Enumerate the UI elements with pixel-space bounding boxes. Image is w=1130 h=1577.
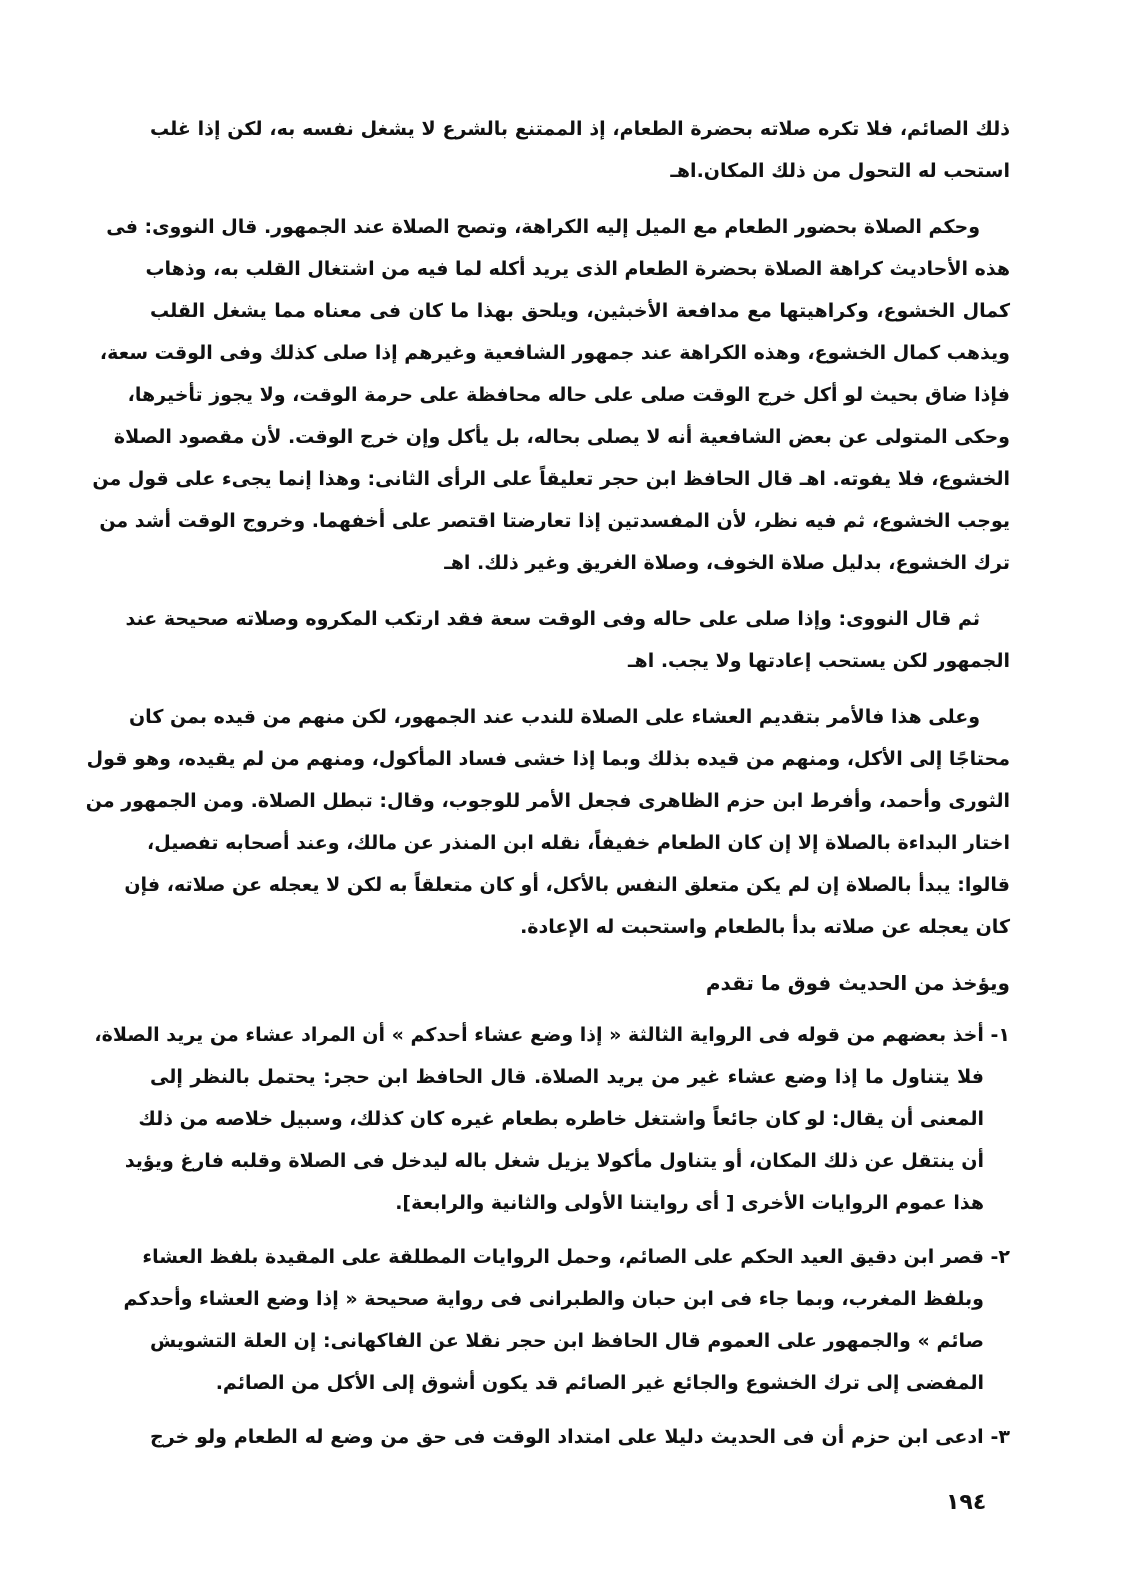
list-item <box>123 1236 1010 1404</box>
text-line: المعنى أن يقال: لو كان جائعاً واشتغل خاطره بطعام غيره كان كذلك، وسبيل خلاصه من ذلك <box>138 1108 984 1130</box>
list-item <box>94 1014 1010 1224</box>
section-heading: ويؤخذ من الحديث فوق ما تقدم <box>705 971 1010 995</box>
text-line: هذا عموم الروايات الأخرى [ أى روايتنا الأولى والثانية والرابعة]. <box>395 1192 984 1214</box>
list-item <box>150 1416 1010 1458</box>
text-line: ترك الخشوع، بدليل صلاة الخوف، وصلاة الغريق وغير ذلك. اهـ <box>444 552 1010 574</box>
text-line: محتاجًا إلى الأكل، ومنهم من قيده بذلك وبما إذا خشى فساد المأكول، ومنهم من لم يقيده، وهو قول <box>86 748 1010 770</box>
text-line: ٢- قصر ابن دقيق العيد الحكم على الصائم، وحمل الروايات المطلقة على المقيدة بلفظ العشاء <box>142 1246 1010 1268</box>
text-line: وحكى المتولى عن بعض الشافعية أنه لا يصلى بحاله، بل يأكل وإن خرج الوقت. لأن مقصود الصلاة <box>113 426 1010 448</box>
paragraph <box>85 696 1010 948</box>
text-line: الثورى وأحمد، وأفرط ابن حزم الظاهرى فجعل الأمر للوجوب، وقال: تبطل الصلاة. ومن الجمهور من <box>85 790 1010 812</box>
text-line: صائم » والجمهور على العموم قال الحافظ ابن حجر نقلا عن الفاكهانى: إن العلة التشويش <box>150 1330 984 1352</box>
paragraph <box>92 206 1010 584</box>
text-line: فلا يتناول ما إذا وضع عشاء غير من يريد الصلاة. قال الحافظ ابن حجر: يحتمل بالنظر إلى <box>150 1066 984 1088</box>
text-line: الجمهور لكن يستحب إعادتها ولا يجب. اهـ <box>628 650 1010 672</box>
text-line: فإذا ضاق بحيث لو أكل خرج الوقت صلى على حاله محافظة على حرمة الوقت، ولا يجوز تأخيرها، <box>127 384 1010 406</box>
text-line: ذلك الصائم، فلا تكره صلاته بحضرة الطعام، إذ الممتنع بالشرع لا يشغل نفسه به، لكن إذا غلب <box>150 118 1010 140</box>
paragraph <box>150 108 1010 192</box>
text-line: استحب له التحول من ذلك المكان.اهـ <box>670 160 1010 182</box>
text-line: وعلى هذا فالأمر بتقديم العشاء على الصلاة للندب عند الجمهور، لكن منهم من قيده بمن كان <box>128 706 980 728</box>
text-line: كان يعجله عن صلاته بدأ بالطعام واستحبت له الإعادة. <box>520 916 1010 938</box>
text-line: المفضى إلى ترك الخشوع والجائع غير الصائم قد يكون أشوق إلى الأكل من الصائم. <box>215 1372 984 1394</box>
document-page <box>85 108 1010 1470</box>
text-line: أن ينتقل عن ذلك المكان، أو يتناول مأكولا يزيل شغل باله ليدخل فى الصلاة وقلبه فارغ ويؤيد <box>124 1150 984 1172</box>
text-line: اختار البداءة بالصلاة إلا إن كان الطعام خفيفاً، نقله ابن المنذر عن مالك، وعند أصحابه تفصيل، <box>147 832 1010 854</box>
text-line: وحكم الصلاة بحضور الطعام مع الميل إليه الكراهة، وتصح الصلاة عند الجمهور. قال النووى: فى <box>106 216 980 238</box>
text-line: ويذهب كمال الخشوع، وهذه الكراهة عند جمهور الشافعية وغيرهم إذا صلى كذلك وفى الوقت سعة، <box>99 342 1010 364</box>
text-line: يوجب الخشوع، ثم فيه نظر، لأن المفسدتين إذا تعارضتا اقتصر على أخفهما. وخروج الوقت أشد من <box>99 510 1010 532</box>
text-line: وبلفظ المغرب، وبما جاء فى ابن حبان والطبرانى فى رواية صحيحة « إذا وضع العشاء وأحدكم <box>123 1288 984 1310</box>
text-line: هذه الأحاديث كراهة الصلاة بحضرة الطعام الذى يريد أكله لما فيه من اشتغال القلب به، وذهاب <box>145 258 1010 280</box>
text-line: الخشوع، فلا يفوته. اهـ قال الحافظ ابن حجر تعليقاً على الرأى الثانى: وهذا إنما يجىء على قول من <box>92 468 1010 490</box>
page-number: ١٩٤ <box>946 1490 987 1515</box>
text-line: ثم قال النووى: وإذا صلى على حاله وفى الوقت سعة فقد ارتكب المكروه وصلاته صحيحة عند <box>125 608 980 630</box>
text-line: قالوا: يبدأ بالصلاة إن لم يكن متعلق النفس بالأكل، أو كان متعلقاً به لكن لا يعجله عن صلاته، فإن <box>124 874 1010 896</box>
text-line: ١- أخذ بعضهم من قوله فى الرواية الثالثة « إذا وضع عشاء أحدكم » أن المراد عشاء من يريد الصلاة، <box>94 1024 1010 1046</box>
text-line: ٣- ادعى ابن حزم أن فى الحديث دليلا على امتداد الوقت فى حق من وضع له الطعام ولو خرج <box>150 1426 1010 1448</box>
text-line: كمال الخشوع، وكراهيتها مع مدافعة الأخبثين، ويلحق بهذا ما كان فى معناه مما يشغل القلب <box>150 300 1010 322</box>
paragraph <box>125 598 1010 682</box>
